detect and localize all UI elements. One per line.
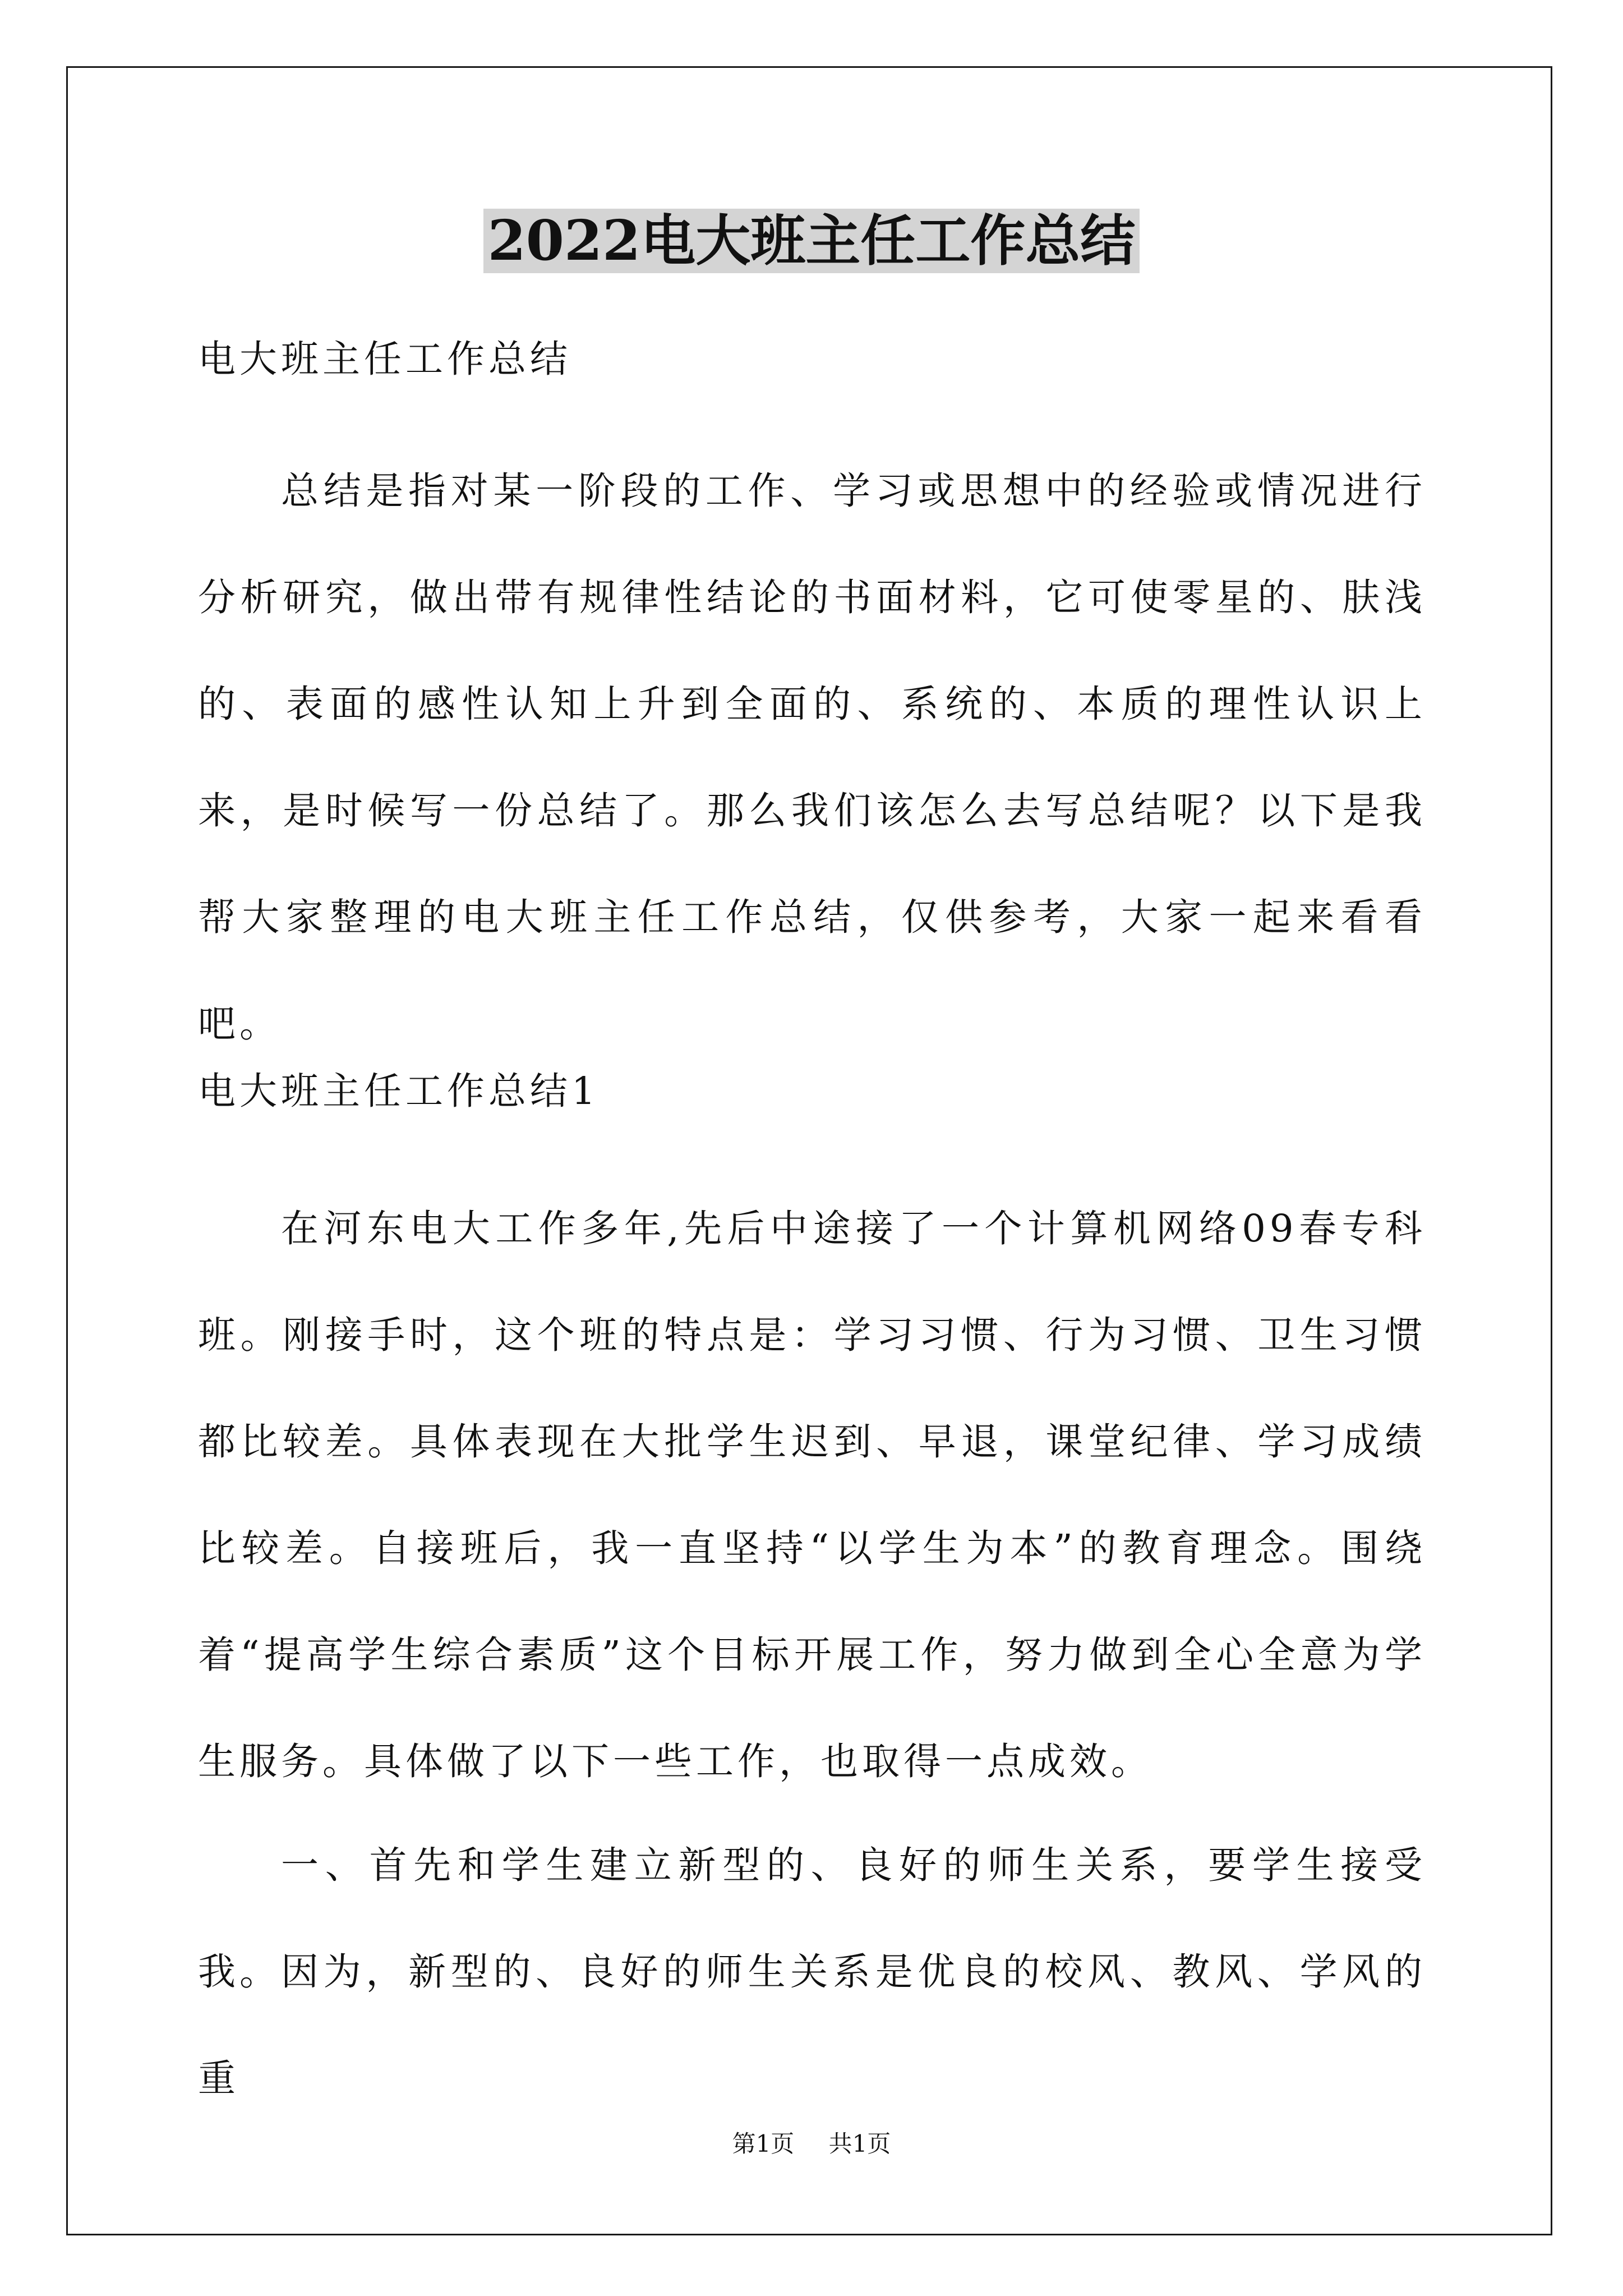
intro-paragraph: 总结是指对某一阶段的工作、学习或思想中的经验或情况进行分析研究，做出带有规律性结论的书面材料，它可使零星的、肤浅的、表面的感性认知上升到全面的、系统的、本质的理性认识上来，是时候写一份总结了。那么我们该怎么去写总结呢？以下是我帮大家整理的电大班主任工作总结，仅供参考，大家一起来看看吧。 [198, 469, 1426, 1046]
page-footer [0, 2127, 1623, 2161]
document-subtitle: 电大班主任工作总结 [198, 337, 571, 381]
page-number-current: 第1页 [732, 2130, 795, 2157]
body-paragraph: 因为，新型的、良好的师生关系是优良的校风、教风、学风的重 [198, 1950, 1426, 2100]
body-paragraph: 一、首先和学生建立新型的、良好的师生关系，要学生接受我。 [198, 1843, 1426, 1994]
page-number-total: 共1页 [828, 2130, 891, 2157]
document-title [0, 202, 1623, 280]
document-title-text: 2022电大班主任工作总结 [483, 209, 1140, 273]
section-heading: 电大班主任工作总结1 [198, 1069, 600, 1113]
body-paragraph: 在河东电大工作多年,先后中途接了一个计算机网络09春专科班。刚接手时，这个班的特点是：学习习惯、行为习惯、卫生习惯都比较差。具体表现在大批学生迟到、早退，课堂纪律、学习成绩比较差。自接班后，我一直坚持“以学生为本”的教育理念。围绕着“提高学生综合素质”这个目标开展工作，努力做到全心全意为学生服务。具体做了以下一些工作，也取得一点成效。 [198, 1207, 1426, 1783]
